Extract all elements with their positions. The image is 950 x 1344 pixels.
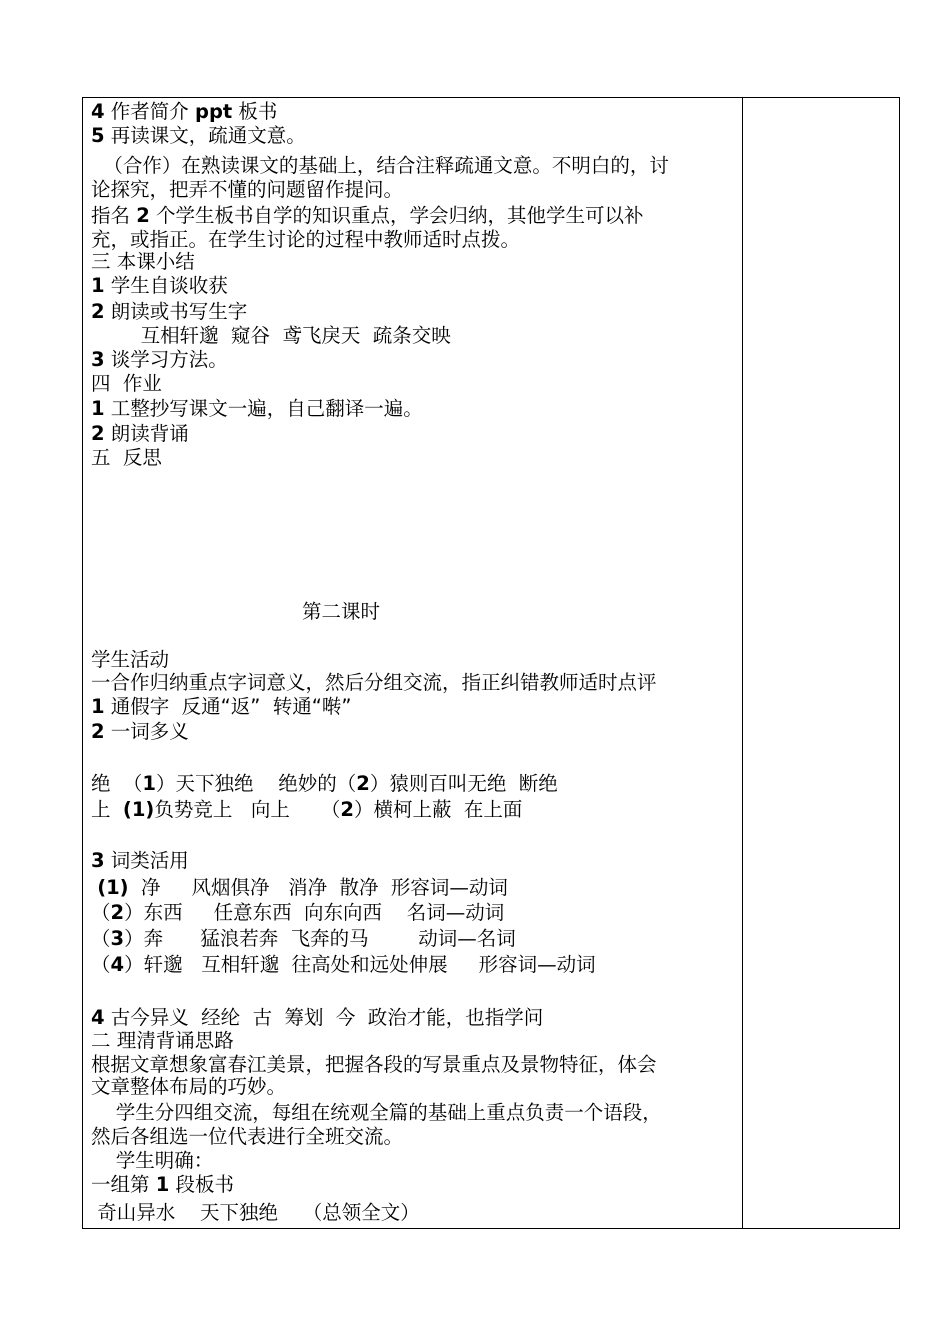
line-jing: (1) 净 风烟俱净 消净 散净 形容词—动词 (97, 876, 508, 899)
line-tongjia: 1 通假字 反通“返” 转通“啭” (91, 695, 352, 718)
line-dongxi: （2）东西 任意东西 向东向西 名词—动词 (91, 901, 505, 924)
line-group-one-board: 一组第 1 段板书 (91, 1173, 234, 1196)
line-polysemy: 2 一词多义 (91, 720, 189, 743)
line-board-2: 充，或指正。在学生讨论的过程中教师适时点拨。 (91, 228, 521, 251)
line-ancient-modern: 4 古今异义 经纶 古 筹划 今 政治才能，也指学问 (91, 1006, 544, 1029)
line-cooperative-summary: 一合作归纳重点字词意义，然后分组交流，指正纠错教师适时点评 (91, 671, 657, 694)
line-copy: 1 工整抄写课文一遍，自己翻译一遍。 (91, 397, 423, 420)
section-title-second-lesson: 第二课时 (302, 600, 381, 623)
line-reread: 5 再读课文，疏通文意。 (91, 124, 306, 147)
line-xuanmiao: （4）轩邈 互相轩邈 往高处和远处伸展 形容词—动词 (91, 953, 596, 976)
heading-student-activity: 学生活动 (91, 648, 170, 671)
heading-homework: 四 作业 (91, 372, 162, 395)
line-group-2: 然后各组选一位代表进行全班交流。 (91, 1125, 404, 1148)
line-imagine-1: 根据文章想象富春江美景，把握各段的写景重点及景物特征，体会 (91, 1053, 657, 1076)
line-author-intro: 4 作者简介 ppt 板书 (91, 100, 278, 123)
line-clear: 学生明确： (91, 1149, 214, 1172)
line-harvest: 1 学生自谈收获 (91, 274, 228, 297)
heading-summary: 三 本课小结 (91, 250, 195, 273)
line-ben: （3）奔 猛浪若奔 飞奔的马 动词—名词 (91, 927, 516, 950)
line-board-content: 奇山异水 天下独绝 （总领全文） (91, 1201, 420, 1224)
line-new-words: 2 朗读或书写生字 (91, 300, 248, 323)
heading-reflection: 五 反思 (91, 446, 162, 469)
heading-recite-ideas: 二 理清背诵思路 (91, 1029, 234, 1052)
line-group-1: 学生分四组交流，每组在统观全篇的基础上重点负责一个语段， (91, 1101, 662, 1124)
line-board-1: 指名 2 个学生板书自学的知识重点，学会归纳，其他学生可以补 (91, 204, 644, 227)
line-shang: 上 (1)负势竞上 向上 （2）横柯上蔽 在上面 (91, 798, 523, 821)
line-word-class: 3 词类活用 (91, 849, 189, 872)
line-cooperate-2: 论探究，把弄不懂的问题留作提问。 (91, 178, 404, 201)
line-imagine-2: 文章整体布局的巧妙。 (91, 1075, 287, 1098)
line-jue: 绝 （1）天下独绝 绝妙的（2）猿则百叫无绝 断绝 (91, 772, 558, 795)
line-word-list: 互相轩邈 窥谷 鸢飞戾天 疏条交映 (91, 324, 451, 347)
line-method: 3 谈学习方法。 (91, 348, 228, 371)
column-divider (742, 97, 743, 1229)
line-recite: 2 朗读背诵 (91, 422, 189, 445)
line-cooperate-1: （合作）在熟读课文的基础上，结合注释疏通文意。不明白的，讨 (91, 154, 669, 177)
